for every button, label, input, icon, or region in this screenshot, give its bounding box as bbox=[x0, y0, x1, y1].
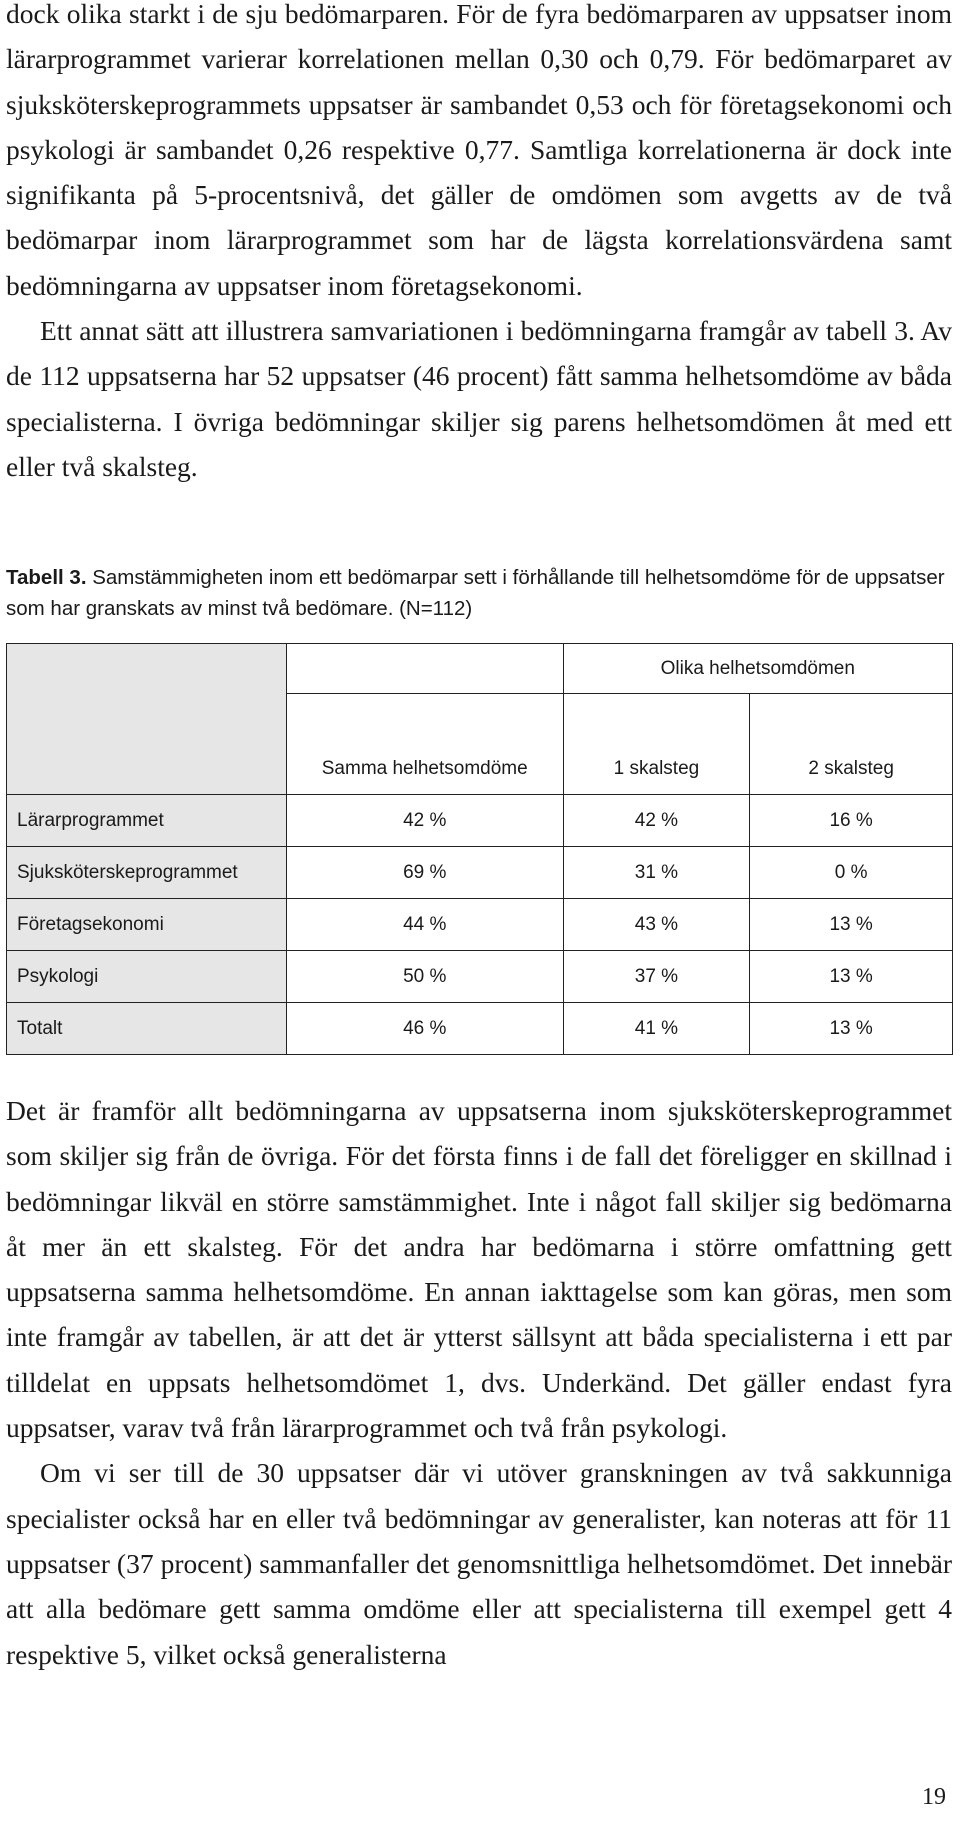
table-header-row bbox=[7, 644, 953, 694]
table-caption-label: Tabell 3. bbox=[6, 566, 87, 589]
body-text-top bbox=[6, 0, 952, 489]
table-row bbox=[7, 899, 953, 951]
table-empty-header-cell bbox=[286, 644, 563, 694]
row-label: Psykologi bbox=[7, 951, 287, 1003]
table-cell: 41 % bbox=[563, 1003, 750, 1055]
table-row bbox=[7, 951, 953, 1003]
table-row bbox=[7, 1003, 953, 1055]
column-header: 1 skalsteg bbox=[563, 694, 750, 795]
paragraph: Om vi ser till de 30 uppsatser där vi utöver granskningen av två sakkunniga specialister också har en eller två bedömningar av generalister, kan noteras att för 11 uppsatser (37 procent) sammanfaller det genomsnittliga helhetsomdömet. Det innebär att alla bedömare gett samma omdöme eller att specialisterna till exempel gett 4 respektive 5, vilket också generalisterna bbox=[6, 1457, 952, 1670]
group-header: Olika helhetsomdömen bbox=[563, 644, 952, 694]
table-cell: 16 % bbox=[750, 795, 953, 847]
agreement-table bbox=[6, 643, 953, 1055]
table-cell: 37 % bbox=[563, 951, 750, 1003]
table-row bbox=[7, 795, 953, 847]
table-cell: 13 % bbox=[750, 899, 953, 951]
table-cell: 42 % bbox=[286, 795, 563, 847]
paragraph: dock olika starkt i de sju bedömarparen. För de fyra bedömarparen av uppsatser inom lärarprogrammet varierar korrelationen mellan 0,30 och 0,79. För bedömarparet av sjuksköterskeprogrammets uppsatser är sambandet 0,53 och för företagsekonomi och psykologi är sambandet 0,26 respektive 0,77. Samtliga korrelationerna är dock inte signifikanta på 5-procentsnivå, det gäller de omdömen som avgetts av de två bedömarpar inom lärarprogrammet som har de lägsta korrelationsvärdena samt bedömningarna av uppsatser inom företagsekonomi. bbox=[6, 0, 952, 301]
row-label: Totalt bbox=[7, 1003, 287, 1055]
row-label: Sjuksköterskeprogrammet bbox=[7, 847, 287, 899]
paragraph: Det är framför allt bedömningarna av uppsatserna inom sjuksköterskeprogrammet som skiljer sig från de övriga. För det första finns i de fall det föreligger en skillnad i bedömningar likväl en större samstämmighet. Inte i något fall skiljer sig bedömarna åt mer än ett skalsteg. För det andra har bedömarna i större omfattning gett uppsatserna samma helhetsomdöme. En annan iakttagelse som kan göras, men som inte framgår av tabellen, är att det är ytterst sällsynt att båda specialisterna i ett par tilldelat en uppsats helhetsomdömet 1, dvs. Underkänd. Det gäller endast fyra uppsatser, varav två från lärarprogrammet och två från psykologi. bbox=[6, 1095, 952, 1444]
table-corner-cell bbox=[7, 644, 287, 795]
paragraph: Ett annat sätt att illustrera samvariationen i bedömningarna framgår av tabell 3. Av de 112 uppsatserna har 52 uppsatser (46 procent) fått samma helhetsomdöme av båda specialisterna. I övriga bedömningar skiljer sig parens helhetsomdömen åt med ett eller två skalsteg. bbox=[6, 315, 952, 482]
table-cell: 42 % bbox=[563, 795, 750, 847]
row-label: Företagsekonomi bbox=[7, 899, 287, 951]
table-cell: 0 % bbox=[750, 847, 953, 899]
column-header: 2 skalsteg bbox=[750, 694, 953, 795]
table-cell: 43 % bbox=[563, 899, 750, 951]
table-cell: 13 % bbox=[750, 1003, 953, 1055]
body-text-bottom bbox=[6, 1088, 952, 1677]
table-cell: 69 % bbox=[286, 847, 563, 899]
table-row bbox=[7, 847, 953, 899]
table-cell: 13 % bbox=[750, 951, 953, 1003]
row-label: Lärarprogrammet bbox=[7, 795, 287, 847]
table-cell: 46 % bbox=[286, 1003, 563, 1055]
table-cell: 31 % bbox=[563, 847, 750, 899]
table-caption bbox=[6, 562, 952, 624]
table-caption-text: Samstämmigheten inom ett bedömarpar sett i förhållande till helhetsomdöme för de uppsatser som har granskats av minst två bedömare. (N=112) bbox=[6, 566, 945, 620]
table-cell: 50 % bbox=[286, 951, 563, 1003]
table-cell: 44 % bbox=[286, 899, 563, 951]
column-header: Samma helhetsomdöme bbox=[286, 694, 563, 795]
page-number: 19 bbox=[922, 1784, 946, 1810]
